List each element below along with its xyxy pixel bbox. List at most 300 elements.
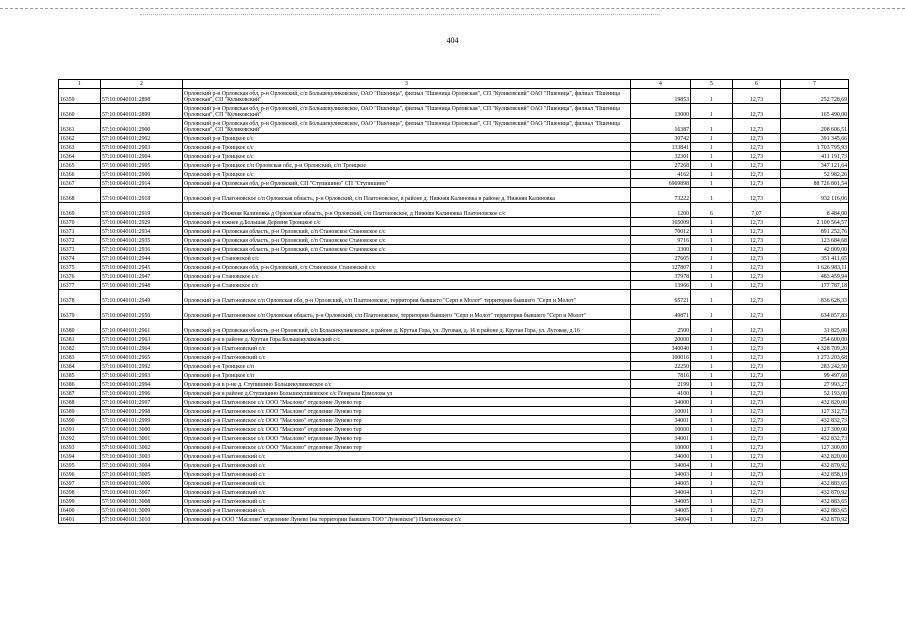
location-description-cell: Орловский р-н Платоновское с/с ООО "Маслово" отделение Лунево тер xyxy=(183,443,631,452)
row-number-cell: 16384 xyxy=(59,362,101,371)
rate-cell: 12,73 xyxy=(733,389,781,398)
table-row xyxy=(59,227,849,236)
amount-cell: 432 883,65 xyxy=(781,497,849,506)
count-cell: 1 xyxy=(691,179,733,188)
cadastral-number-cell: 57:10:0040101:2905 xyxy=(101,161,183,170)
count-cell: 1 xyxy=(691,227,733,236)
row-number-cell: 16379 xyxy=(59,305,101,320)
cadastral-number-cell: 57:10:0040101:2992 xyxy=(101,362,183,371)
count-cell: 1 xyxy=(691,488,733,497)
table-row xyxy=(59,188,849,203)
table-row xyxy=(59,218,849,227)
area-cell: 16387 xyxy=(631,119,691,134)
cadastral-number-cell: 57:10:0040101:2900 xyxy=(101,119,183,134)
amount-cell: 127 300,00 xyxy=(781,425,849,434)
location-description-cell: Орловский р-н Платоновское с/с ООО "Маслово" отделение Лунево тер xyxy=(183,398,631,407)
area-cell: 4100 xyxy=(631,389,691,398)
table-row xyxy=(59,434,849,443)
location-description-cell: Орловский р-н южнее д.Большая Деревня Троицкое с/с xyxy=(183,218,631,227)
amount-cell: 42 009,00 xyxy=(781,245,849,254)
rate-cell: 12,73 xyxy=(733,488,781,497)
location-description-cell: Орловский р-н Платоновское с/с ООО "Маслово" отделение Лунево тер xyxy=(183,434,631,443)
row-number-cell: 16368 xyxy=(59,188,101,203)
count-cell: 1 xyxy=(691,398,733,407)
table-row xyxy=(59,179,849,188)
amount-cell: 2 100 564,57 xyxy=(781,218,849,227)
location-description-cell: Орловский р-н Платоновское с/п Орловская область, р-н Орловский, с/п Платоновское, в районе д. Нижняя Калиновка в районе д. Нижняя Калиновка xyxy=(183,188,631,203)
header-cell: 7 xyxy=(781,80,849,89)
header-cell: 4 xyxy=(631,80,691,89)
rate-cell: 12,73 xyxy=(733,320,781,335)
rate-cell: 12,73 xyxy=(733,371,781,380)
table-row xyxy=(59,89,849,104)
table-row xyxy=(59,272,849,281)
amount-cell: 432 820,00 xyxy=(781,452,849,461)
row-number-cell: 16386 xyxy=(59,380,101,389)
cadastral-number-cell: 57:10:0040101:3009 xyxy=(101,506,183,515)
area-cell: 1200 xyxy=(631,203,691,218)
count-cell: 1 xyxy=(691,497,733,506)
cadastral-number-cell: 57:10:0040101:2999 xyxy=(101,416,183,425)
rate-cell: 12,73 xyxy=(733,89,781,104)
count-cell: 1 xyxy=(691,425,733,434)
count-cell: 1 xyxy=(691,470,733,479)
row-number-cell: 16395 xyxy=(59,461,101,470)
table-header xyxy=(59,80,849,89)
count-cell: 1 xyxy=(691,353,733,362)
count-cell: 1 xyxy=(691,263,733,272)
table-row xyxy=(59,236,849,245)
cadastral-number-cell: 57:10:0040101:2902 xyxy=(101,134,183,143)
area-cell: 65721 xyxy=(631,290,691,305)
count-cell: 1 xyxy=(691,434,733,443)
row-number-cell: 16359 xyxy=(59,89,101,104)
rate-cell: 12,73 xyxy=(733,218,781,227)
rate-cell: 12,73 xyxy=(733,344,781,353)
cadastral-number-cell: 57:10:0040101:2994 xyxy=(101,380,183,389)
amount-cell: 31 825,00 xyxy=(781,320,849,335)
count-cell: 1 xyxy=(691,407,733,416)
location-description-cell: Орловский р-н Троицкое с/с xyxy=(183,143,631,152)
area-cell: 100016 xyxy=(631,353,691,362)
table-row xyxy=(59,320,849,335)
area-cell: 340040 xyxy=(631,344,691,353)
cadastral-number-cell: 57:10:0040101:2945 xyxy=(101,263,183,272)
amount-cell: 252 728,69 xyxy=(781,89,849,104)
area-cell: 7816 xyxy=(631,371,691,380)
row-number-cell: 16400 xyxy=(59,506,101,515)
row-number-cell: 16387 xyxy=(59,389,101,398)
area-cell: 70012 xyxy=(631,227,691,236)
rate-cell: 12,73 xyxy=(733,161,781,170)
rate-cell: 12,73 xyxy=(733,272,781,281)
rate-cell: 12,73 xyxy=(733,134,781,143)
row-number-cell: 16380 xyxy=(59,320,101,335)
cadastral-number-cell: 57:10:0040101:2919 xyxy=(101,203,183,218)
row-number-cell: 16391 xyxy=(59,425,101,434)
amount-cell: 88 726 801,54 xyxy=(781,179,849,188)
row-number-cell: 16370 xyxy=(59,218,101,227)
rate-cell: 12,73 xyxy=(733,236,781,245)
amount-cell: 432 832,73 xyxy=(781,434,849,443)
table-row xyxy=(59,152,849,161)
amount-cell: 347 121,64 xyxy=(781,161,849,170)
count-cell: 1 xyxy=(691,344,733,353)
rate-cell: 12,73 xyxy=(733,506,781,515)
area-cell: 34000 xyxy=(631,398,691,407)
area-cell: 34004 xyxy=(631,515,691,524)
count-cell: 1 xyxy=(691,290,733,305)
table-row xyxy=(59,161,849,170)
area-cell: 10000 xyxy=(631,425,691,434)
rate-cell: 12,73 xyxy=(733,362,781,371)
location-description-cell: Орловский р-н Орловская область, р-н Орловский, с/п Становское Становское с/с xyxy=(183,227,631,236)
area-cell: 49871 xyxy=(631,305,691,320)
rate-cell: 12,73 xyxy=(733,443,781,452)
rate-cell: 12,73 xyxy=(733,263,781,272)
location-description-cell: Орловский р-н Орловская обл, р-н Орловский, с/п Большекуликовское, ОАО "Пшеница", филиал "Пшеница Орловская", СП "Куликовский" ОАО "Пшеница", филиал "Пшеница Орловская", СП "Куликовский" xyxy=(183,104,631,119)
table-row xyxy=(59,245,849,254)
cadastral-number-cell: 57:10:0040101:2899 xyxy=(101,104,183,119)
area-cell: 27605 xyxy=(631,254,691,263)
amount-cell: 836 628,33 xyxy=(781,290,849,305)
amount-cell: 52 193,00 xyxy=(781,389,849,398)
location-description-cell: Орловский р-н Становское с/с xyxy=(183,281,631,290)
row-number-cell: 16381 xyxy=(59,335,101,344)
location-description-cell: Орловский р-н Платоновское с/с ООО "Маслово" отделение Лунево тер xyxy=(183,416,631,425)
amount-cell: 483 459,94 xyxy=(781,272,849,281)
area-cell: 34005 xyxy=(631,479,691,488)
table-row xyxy=(59,506,849,515)
area-cell: 2500 xyxy=(631,320,691,335)
row-number-cell: 16401 xyxy=(59,515,101,524)
cadastral-number-cell: 57:10:0040101:2965 xyxy=(101,353,183,362)
rate-cell: 12,73 xyxy=(733,170,781,179)
amount-cell: 1 703 795,93 xyxy=(781,143,849,152)
area-cell: 6969898 xyxy=(631,179,691,188)
area-cell: 133841 xyxy=(631,143,691,152)
cadastral-number-cell: 57:10:0040101:2914 xyxy=(101,179,183,188)
row-number-cell: 16374 xyxy=(59,254,101,263)
header-cell: 6 xyxy=(733,80,781,89)
rate-cell: 7,07 xyxy=(733,203,781,218)
cadastral-number-cell: 57:10:0040101:3000 xyxy=(101,425,183,434)
header-cell: 1 xyxy=(59,80,101,89)
row-number-cell: 16390 xyxy=(59,416,101,425)
table-row xyxy=(59,344,849,353)
amount-cell: 634 857,83 xyxy=(781,305,849,320)
rate-cell: 12,73 xyxy=(733,497,781,506)
table-row xyxy=(59,281,849,290)
row-number-cell: 16388 xyxy=(59,398,101,407)
area-cell: 34005 xyxy=(631,506,691,515)
table-row xyxy=(59,290,849,305)
count-cell: 1 xyxy=(691,236,733,245)
count-cell: 1 xyxy=(691,389,733,398)
rate-cell: 12,73 xyxy=(733,479,781,488)
count-cell: 1 xyxy=(691,272,733,281)
amount-cell: 432 870,92 xyxy=(781,461,849,470)
cadastral-number-cell: 57:10:0040101:3006 xyxy=(101,479,183,488)
row-number-cell: 16363 xyxy=(59,143,101,152)
table-row xyxy=(59,305,849,320)
location-description-cell: Орловский р-н Платоновский с/с xyxy=(183,461,631,470)
amount-cell: 254 600,00 xyxy=(781,335,849,344)
rate-cell: 12,73 xyxy=(733,290,781,305)
header-cell: 3 xyxy=(183,80,631,89)
rate-cell: 12,73 xyxy=(733,353,781,362)
amount-cell: 52 982,26 xyxy=(781,170,849,179)
cadastral-number-cell: 57:10:0040101:2948 xyxy=(101,281,183,290)
location-description-cell: Орловский р-н Платоновский с/с xyxy=(183,479,631,488)
table-row xyxy=(59,143,849,152)
row-number-cell: 16378 xyxy=(59,290,101,305)
count-cell: 1 xyxy=(691,104,733,119)
area-cell: 3300 xyxy=(631,245,691,254)
row-number-cell: 16366 xyxy=(59,170,101,179)
count-cell: 1 xyxy=(691,245,733,254)
row-number-cell: 16399 xyxy=(59,497,101,506)
location-description-cell: Орловский р-н Платоновский с/с xyxy=(183,497,631,506)
row-number-cell: 16367 xyxy=(59,179,101,188)
table-row xyxy=(59,461,849,470)
location-description-cell: Орловский р-н Троицкое с/с xyxy=(183,134,631,143)
cadastral-number-cell: 57:10:0040101:2961 xyxy=(101,320,183,335)
cadastral-number-cell: 57:10:0040101:2935 xyxy=(101,236,183,245)
area-cell: 22250 xyxy=(631,362,691,371)
amount-cell: 391 345,66 xyxy=(781,134,849,143)
cadastral-number-cell: 57:10:0040101:2998 xyxy=(101,407,183,416)
table-row xyxy=(59,353,849,362)
amount-cell: 165 490,00 xyxy=(781,104,849,119)
rate-cell: 12,73 xyxy=(733,461,781,470)
table-body xyxy=(59,89,849,524)
location-description-cell: Орловский р-н Троицкое с/п Орловская обл, р-н Орловский, с/п Троицкое xyxy=(183,161,631,170)
area-cell: 34004 xyxy=(631,488,691,497)
rate-cell: 12,73 xyxy=(733,407,781,416)
area-cell: 34005 xyxy=(631,497,691,506)
cadastral-number-cell: 57:10:0040101:2929 xyxy=(101,218,183,227)
table-row xyxy=(59,497,849,506)
count-cell: 1 xyxy=(691,506,733,515)
table-row xyxy=(59,263,849,272)
area-cell: 30742 xyxy=(631,134,691,143)
scan-artifact-line xyxy=(0,8,905,9)
area-cell: 9716 xyxy=(631,236,691,245)
cadastral-number-cell: 57:10:0040101:3008 xyxy=(101,497,183,506)
row-number-cell: 16369 xyxy=(59,203,101,218)
location-description-cell: Орловский р-н Платоновское с/п Орловская область, р-н Орловский, с/п Платоновское, территория бывшего "Серп и Молот" территория бывшего "Серп и Молот" xyxy=(183,305,631,320)
area-cell: 34000 xyxy=(631,452,691,461)
location-description-cell: Орловский р-н Платоновское с/с ООО "Маслово" отделение Лунево тер xyxy=(183,407,631,416)
rate-cell: 12,73 xyxy=(733,470,781,479)
count-cell: 1 xyxy=(691,443,733,452)
cadastral-number-cell: 57:10:0040101:2898 xyxy=(101,89,183,104)
row-number-cell: 16389 xyxy=(59,407,101,416)
cadastral-number-cell: 57:10:0040101:2963 xyxy=(101,335,183,344)
row-number-cell: 16393 xyxy=(59,443,101,452)
count-cell: 1 xyxy=(691,461,733,470)
count-cell: 1 xyxy=(691,380,733,389)
table-row xyxy=(59,134,849,143)
location-description-cell: Орловский р-н Платоновский с/с xyxy=(183,506,631,515)
table-row xyxy=(59,425,849,434)
cadastral-number-cell: 57:10:0040101:2950 xyxy=(101,305,183,320)
cadastral-number-cell: 57:10:0040101:3002 xyxy=(101,443,183,452)
area-cell: 34003 xyxy=(631,470,691,479)
table-row xyxy=(59,416,849,425)
row-number-cell: 16394 xyxy=(59,452,101,461)
count-cell: 1 xyxy=(691,335,733,344)
cadastral-number-cell: 57:10:0040101:2903 xyxy=(101,143,183,152)
rate-cell: 12,73 xyxy=(733,143,781,152)
location-description-cell: Орловский р-н Орловская область, р-н Орловский, с/п Становское Становское с/с xyxy=(183,245,631,254)
row-number-cell: 16392 xyxy=(59,434,101,443)
area-cell: 34004 xyxy=(631,461,691,470)
cadastral-number-cell: 57:10:0040101:3010 xyxy=(101,515,183,524)
row-number-cell: 16362 xyxy=(59,134,101,143)
row-number-cell: 16375 xyxy=(59,263,101,272)
count-cell: 1 xyxy=(691,452,733,461)
location-description-cell: Орловский р-н Платоновский с/с xyxy=(183,353,631,362)
rate-cell: 12,73 xyxy=(733,179,781,188)
count-cell: 1 xyxy=(691,218,733,227)
count-cell: 1 xyxy=(691,281,733,290)
rate-cell: 12,73 xyxy=(733,104,781,119)
header-cell: 5 xyxy=(691,80,733,89)
row-number-cell: 16382 xyxy=(59,344,101,353)
table-row xyxy=(59,470,849,479)
location-description-cell: Орловский р-н Нижняя Калиновка д Орловская область, р-н Орловский, с/п Платоновское, д Нижняя Калиновка Платоновское с/с xyxy=(183,203,631,218)
amount-cell: 208 606,51 xyxy=(781,119,849,134)
area-cell: 34001 xyxy=(631,416,691,425)
amount-cell: 99 497,68 xyxy=(781,371,849,380)
rate-cell: 12,73 xyxy=(733,380,781,389)
location-description-cell: Орловский р-н Орловская обл, р-н Орловский, с/п Большекуликовское, ОАО "Пшеница", филиал "Пшеница Орловская", СП "Куликовский" ОАО "Пшеница", филиал "Пшеница Орловская", СП "Куликовский" xyxy=(183,119,631,134)
area-cell: 13000 xyxy=(631,104,691,119)
row-number-cell: 16397 xyxy=(59,479,101,488)
rate-cell: 12,73 xyxy=(733,281,781,290)
area-cell: 27268 xyxy=(631,161,691,170)
location-description-cell: Орловский р-н в районе д. Крутая Гора Большекуликовский с/с xyxy=(183,335,631,344)
amount-cell: 432 832,73 xyxy=(781,416,849,425)
amount-cell: 351 411,65 xyxy=(781,254,849,263)
row-number-cell: 16373 xyxy=(59,245,101,254)
amount-cell: 127 300,00 xyxy=(781,443,849,452)
location-description-cell: Орловский р-н Становское с/с xyxy=(183,272,631,281)
cadastral-number-cell: 57:10:0040101:2906 xyxy=(101,170,183,179)
cadastral-number-cell: 57:10:0040101:2993 xyxy=(101,371,183,380)
count-cell: 1 xyxy=(691,152,733,161)
scan-artifact-line xyxy=(140,14,660,15)
rate-cell: 12,73 xyxy=(733,515,781,524)
area-cell: 37978 xyxy=(631,272,691,281)
area-cell: 34001 xyxy=(631,434,691,443)
location-description-cell: Орловский р-н Платоновское с/с ООО "Маслово" отделение Лунево тер xyxy=(183,425,631,434)
area-cell: 20000 xyxy=(631,335,691,344)
table-row xyxy=(59,119,849,134)
table-row xyxy=(59,398,849,407)
header-row xyxy=(59,80,849,89)
table-row xyxy=(59,203,849,218)
location-description-cell: Орловский р-н Троицкое с/п xyxy=(183,362,631,371)
row-number-cell: 16361 xyxy=(59,119,101,134)
row-number-cell: 16372 xyxy=(59,236,101,245)
rate-cell: 12,73 xyxy=(733,434,781,443)
count-cell: 1 xyxy=(691,143,733,152)
rate-cell: 12,73 xyxy=(733,416,781,425)
table-row xyxy=(59,254,849,263)
location-description-cell: Орловский р-н Троицкое с/с xyxy=(183,170,631,179)
count-cell: 1 xyxy=(691,188,733,203)
location-description-cell: Орловский р-н в районе д.Ступишино Большекуликовское с/с Генерала Ермолова ул xyxy=(183,389,631,398)
row-number-cell: 16365 xyxy=(59,161,101,170)
location-description-cell: Орловский р-н Троицкое с/с xyxy=(183,152,631,161)
area-cell: 19853 xyxy=(631,89,691,104)
count-cell: 1 xyxy=(691,416,733,425)
cadastral-number-cell: 57:10:0040101:2944 xyxy=(101,254,183,263)
area-cell: 73222 xyxy=(631,188,691,203)
area-cell: 127807 xyxy=(631,263,691,272)
amount-cell: 123 684,68 xyxy=(781,236,849,245)
row-number-cell: 16376 xyxy=(59,272,101,281)
land-registry-table xyxy=(58,79,849,524)
row-number-cell: 16371 xyxy=(59,227,101,236)
amount-cell: 432 820,00 xyxy=(781,398,849,407)
amount-cell: 1 626 983,11 xyxy=(781,263,849,272)
cadastral-number-cell: 57:10:0040101:2936 xyxy=(101,245,183,254)
area-cell: 2199 xyxy=(631,380,691,389)
cadastral-number-cell: 57:10:0040101:3007 xyxy=(101,488,183,497)
table-row xyxy=(59,380,849,389)
rate-cell: 12,73 xyxy=(733,335,781,344)
location-description-cell: Орловский р-н Платоновский с/с xyxy=(183,452,631,461)
location-description-cell: Орловский р-н Орловская обл, р-н Орловский, с/п Большекуликовское, ОАО "Пшеница", филиал "Пшеница Орловская", СП "Куликовский" ОАО "Пшеница", филиал "Пшеница Орловская", СП "Куликовский" xyxy=(183,89,631,104)
table-row xyxy=(59,362,849,371)
count-cell: 1 xyxy=(691,479,733,488)
page-number: 404 xyxy=(446,36,459,45)
cadastral-number-cell: 57:10:0040101:2947 xyxy=(101,272,183,281)
area-cell: 32301 xyxy=(631,152,691,161)
amount-cell: 432 858,19 xyxy=(781,470,849,479)
count-cell: 1 xyxy=(691,134,733,143)
area-cell: 4162 xyxy=(631,170,691,179)
count-cell: 1 xyxy=(691,305,733,320)
rate-cell: 12,73 xyxy=(733,254,781,263)
amount-cell: 4 328 709,20 xyxy=(781,344,849,353)
table-row xyxy=(59,335,849,344)
location-description-cell: Орловский р-н в р-не д. Ступишино Большекуликовское с/с xyxy=(183,380,631,389)
table-row xyxy=(59,479,849,488)
rate-cell: 12,73 xyxy=(733,245,781,254)
location-description-cell: Орловский р-н Платоновское с/п Орловская обл, р-н Орловский, с/п Платоновское, территория бывшего "Серп и Молот" территория бывшего "Серп и Молот" xyxy=(183,290,631,305)
amount-cell: 27 993,27 xyxy=(781,380,849,389)
row-number-cell: 16398 xyxy=(59,488,101,497)
header-cell: 2 xyxy=(101,80,183,89)
row-number-cell: 16360 xyxy=(59,104,101,119)
location-description-cell: Орловский р-н Троицкое с/п xyxy=(183,371,631,380)
count-cell: 1 xyxy=(691,362,733,371)
table-row xyxy=(59,488,849,497)
rate-cell: 12,73 xyxy=(733,398,781,407)
table-row xyxy=(59,515,849,524)
rate-cell: 12,73 xyxy=(733,305,781,320)
cadastral-number-cell: 57:10:0040101:2996 xyxy=(101,389,183,398)
count-cell: 1 xyxy=(691,119,733,134)
rate-cell: 12,73 xyxy=(733,425,781,434)
amount-cell: 932 116,06 xyxy=(781,188,849,203)
cadastral-number-cell: 57:10:0040101:2918 xyxy=(101,188,183,203)
